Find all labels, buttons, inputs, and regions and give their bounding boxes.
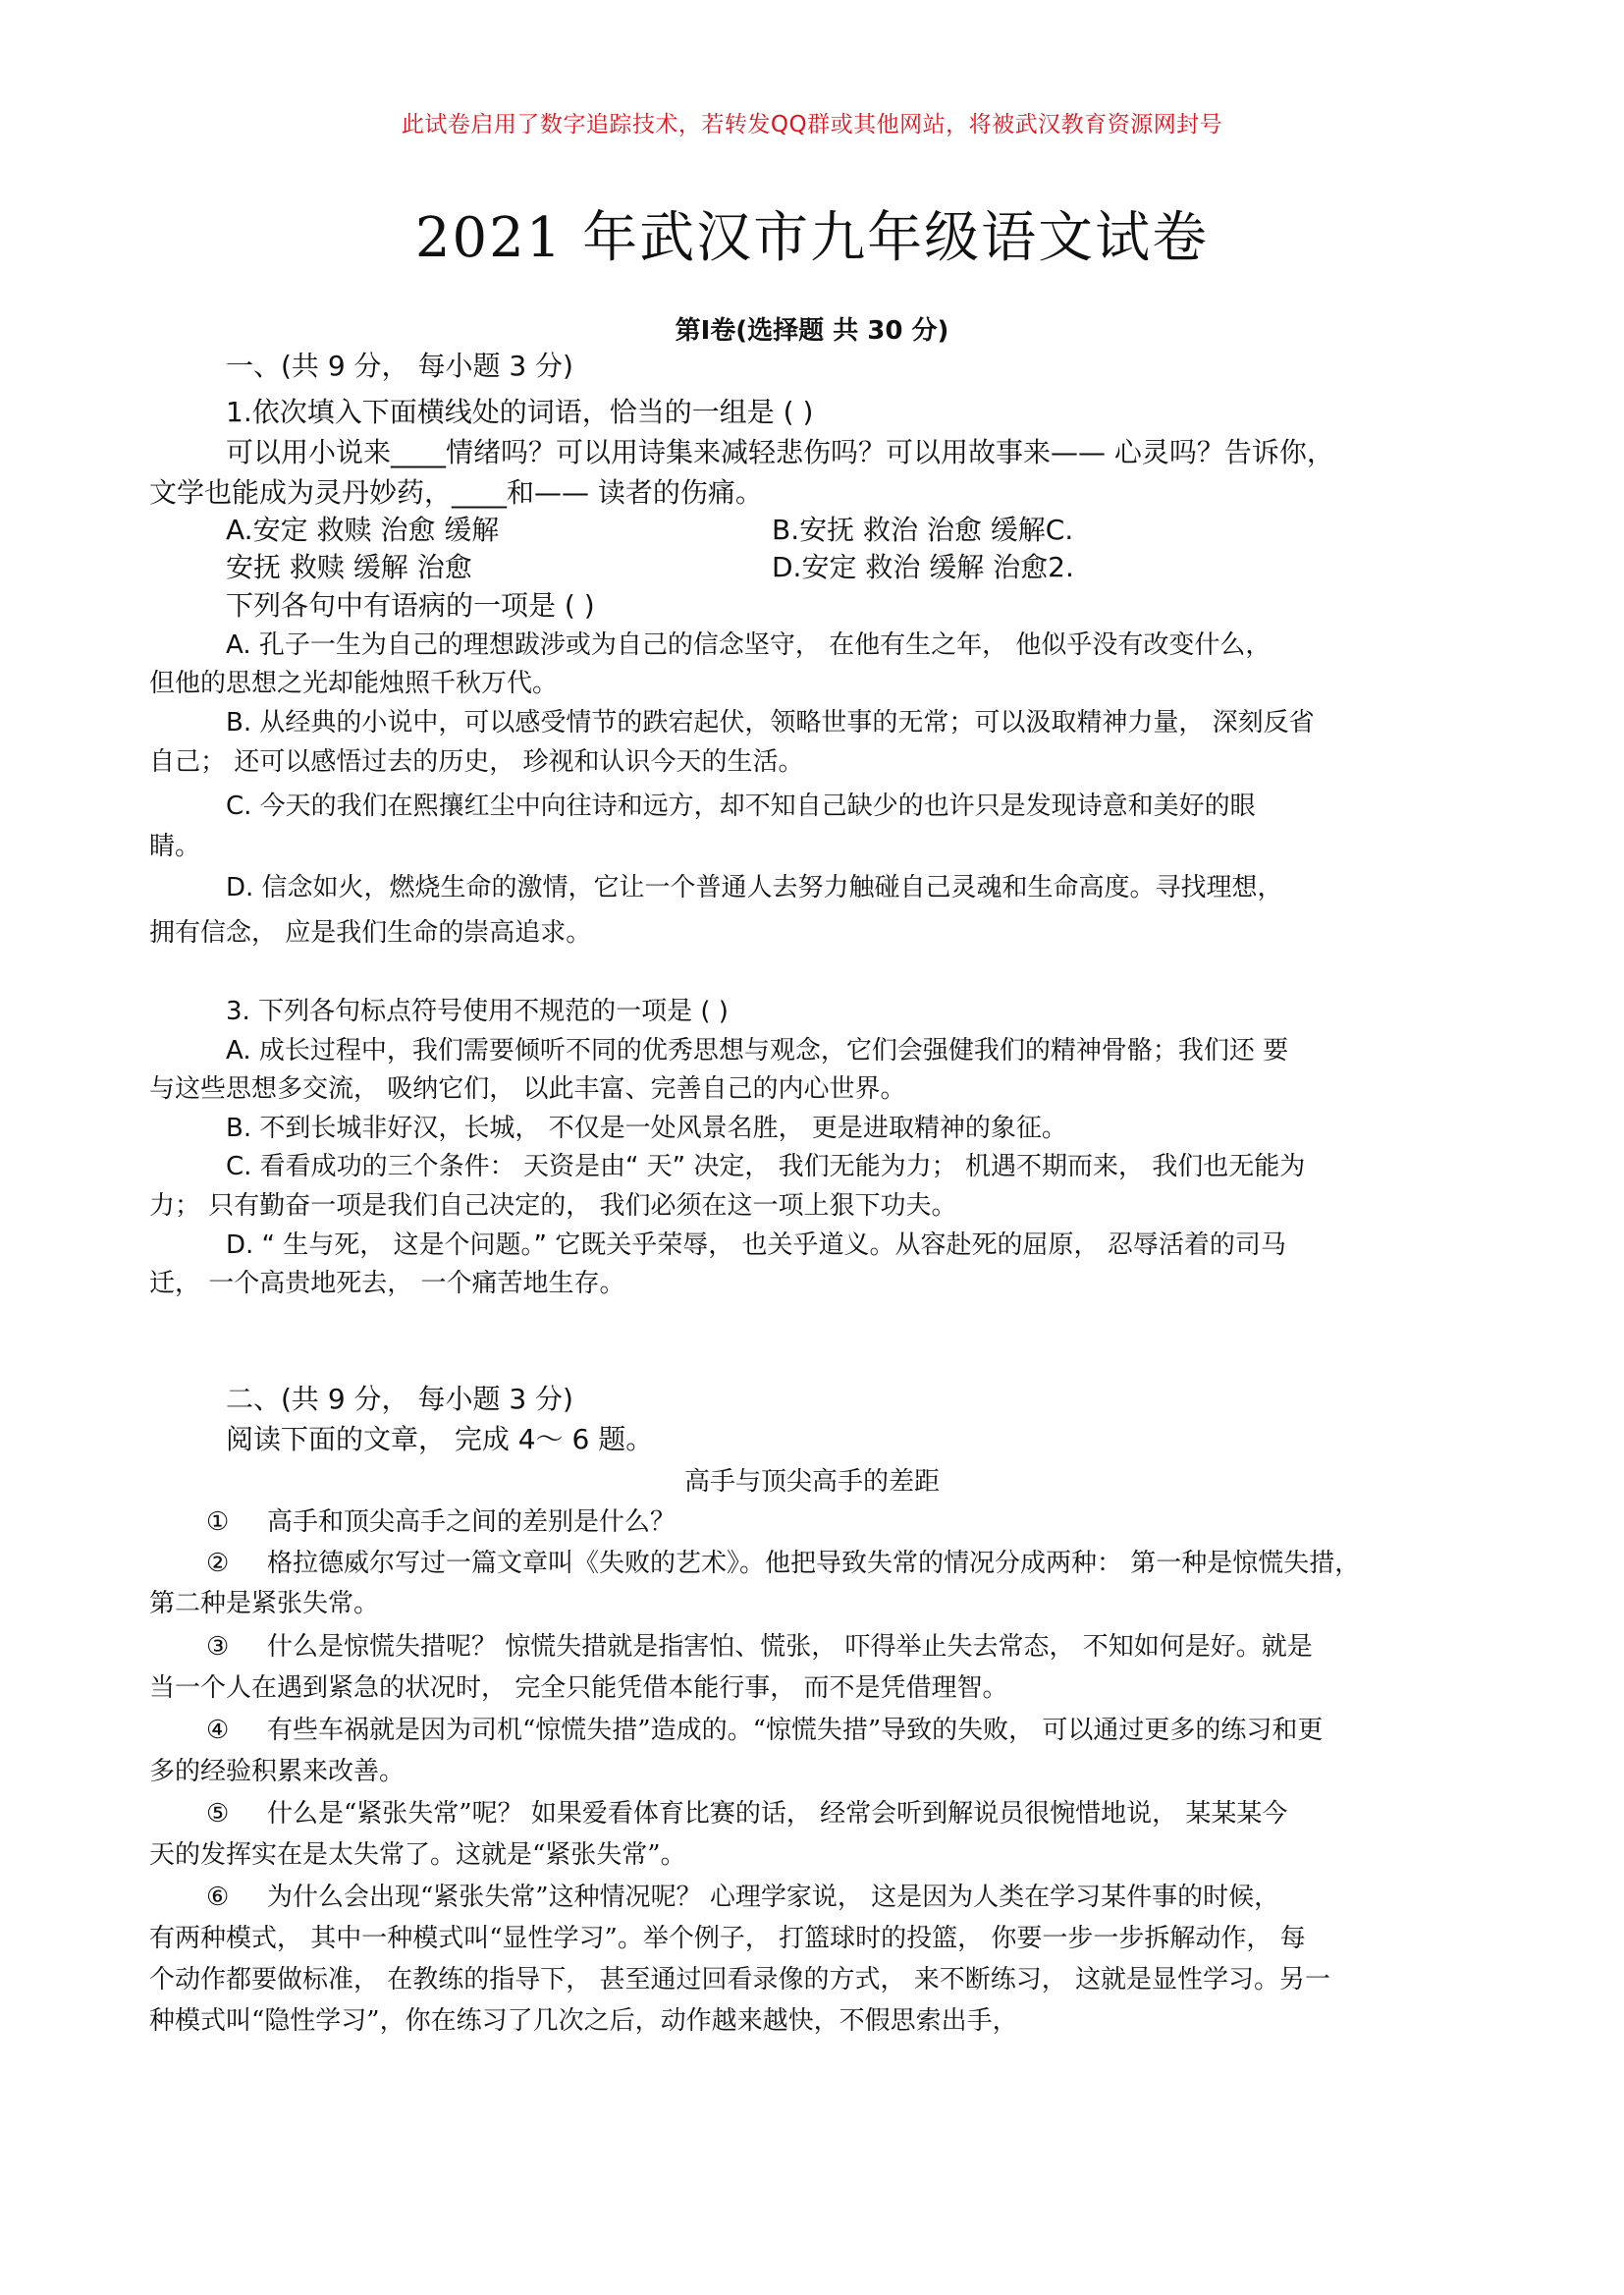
paragraph-number: ③ (206, 1632, 230, 1662)
q3-option-a: A. 成长过程中，我们需要倾听不同的优秀思想与观念，它们会强健我们的精神骨骼；我们还 要 (226, 1036, 1289, 1066)
q2-option-b-cont: 自己； 还可以感悟过去的历史， 珍视和认识今天的生活。 (149, 747, 804, 777)
q2-option-a-cont: 但他的思想之光却能烛照千秋万代。 (149, 669, 559, 698)
q3-stem: 3. 下列各句标点符号使用不规范的一项是 ( ) (226, 997, 729, 1026)
paragraph-line: 格拉德威尔写过一篇文章叫《失败的艺术》。他把导致失常的情况分成两种： 第一种是惊慌失措， (267, 1549, 1361, 1578)
q1-option-a: A.安定 救赎 治愈 缓解 (226, 514, 500, 546)
q1-option-d: D.安定 救治 缓解 治愈2. (772, 551, 1074, 583)
q1-option-c: 安抚 救赎 缓解 治愈 (226, 551, 472, 583)
q2-option-c: C. 今天的我们在熙攘红尘中向往诗和远方，却不知自己缺少的也许只是发现诗意和美好的眼 (226, 792, 1256, 821)
section2-instruction: 阅读下面的文章， 完成 4～ 6 题。 (226, 1423, 654, 1455)
paragraph-line: 为什么会出现“紧张失常”这种情况呢？ 心理学家说， 这是因为人类在学习某件事的时候， (267, 1883, 1280, 1912)
q3-option-a-cont: 与这些思想多交流， 吸纳它们， 以此丰富、完善自己的内心世界。 (149, 1074, 906, 1104)
part1-heading: 第Ⅰ卷(选择题 共 30 分) (675, 316, 949, 346)
q2-stem: 下列各句中有语病的一项是 ( ) (226, 589, 595, 622)
paragraph-line: 什么是“紧张失常”呢？ 如果爱看体育比赛的话， 经常会听到解说员很惋惜地说， 某某某今 (267, 1799, 1288, 1829)
paragraph-line: 多的经验积累来改善。 (149, 1757, 406, 1786)
paragraph-number: ⑥ (206, 1883, 230, 1912)
paragraph-line: 第二种是紧张失常。 (149, 1589, 380, 1618)
q3-option-d-cont: 迁， 一个高贵地死去， 一个痛苦地生存。 (149, 1269, 625, 1298)
paragraph-line: 天的发挥实在是太失常了。这就是“紧张失常”。 (149, 1840, 686, 1870)
paragraph-line: 高手和顶尖高手之间的差别是什么？ (267, 1507, 677, 1537)
section1-heading: 一、(共 9 分， 每小题 3 分) (226, 350, 573, 382)
tracking-notice: 此试卷启用了数字追踪技术，若转发QQ群或其他网站，将被武汉教育资源网封号 (401, 112, 1223, 137)
q2-option-a: A. 孔子一生为自己的理想跋涉或为自己的信念坚守， 在他有生之年， 他似乎没有改变什么， (226, 630, 1272, 660)
q1-passage-line: 可以用小说来____情绪吗？可以用诗集来减轻悲伤吗？可以用故事来—— 心灵吗？告诉你， (226, 436, 1334, 468)
paragraph-line: 有两种模式， 其中一种模式叫“显性学习”。举个例子， 打篮球时的投篮， 你要一步一步拆解动作， 每 (149, 1924, 1306, 1953)
q3-option-c-cont: 力； 只有勤奋一项是我们自己决定的， 我们必须在这一项上狠下功夫。 (149, 1191, 957, 1221)
q2-option-d-cont: 拥有信念， 应是我们生命的崇高追求。 (149, 918, 592, 948)
paragraph-number: ④ (206, 1716, 230, 1745)
paragraph-line: 有些车祸就是因为司机“惊慌失措”造成的。“惊慌失措”导致的失败， 可以通过更多的练习和更 (267, 1716, 1324, 1745)
article-title: 高手与顶尖高手的差距 (683, 1467, 940, 1497)
q2-option-d: D. 信念如火，燃烧生命的激情，它让一个普通人去努力触碰自己灵魂和生命高度。寻找理想， (226, 873, 1283, 902)
q2-option-b: B. 从经典的小说中，可以感受情节的跌宕起伏，领略世事的无常；可以汲取精神力量， 深刻反省 (226, 708, 1315, 738)
q1-option-b: B.安抚 救治 治愈 缓解C. (772, 514, 1074, 546)
paragraph-number: ⑤ (206, 1799, 230, 1829)
q3-option-c: C. 看看成功的三个条件： 天资是由“ 天” 决定， 我们无能为力； 机遇不期而来， 我们也无能为 (226, 1152, 1306, 1181)
page-title: 2021 年武汉市九年级语文试卷 (414, 206, 1210, 270)
paragraph-line: 当一个人在遇到紧急的状况时， 完全只能凭借本能行事， 而不是凭借理智。 (149, 1673, 1008, 1703)
q3-option-d: D. “ 生与死， 这是个问题。” 它既关乎荣辱， 也关乎道义。从容赴死的屈原， 忍辱活着的司马 (226, 1230, 1286, 1260)
paragraph-line: 种模式叫“隐性学习”，你在练习了几次之后，动作越来越快，不假思索出手， (149, 2006, 1018, 2036)
q1-stem: 1.依次填入下面横线处的词语，恰当的一组是 ( ) (226, 396, 814, 428)
section2-heading: 二、(共 9 分， 每小题 3 分) (226, 1383, 573, 1415)
q2-option-c-cont: 睛。 (149, 832, 201, 861)
q1-passage-line: 文学也能成为灵丹妙药，____和—— 读者的伤痛。 (149, 476, 763, 509)
q3-option-b: B. 不到长城非好汉，长城， 不仅是一处风景名胜， 更是进取精神的象征。 (226, 1114, 1067, 1143)
paragraph-number: ① (206, 1507, 230, 1537)
paragraph-line: 什么是惊慌失措呢？ 惊慌失措就是指害怕、慌张， 吓得举止失去常态， 不知如何是好。就是 (267, 1632, 1313, 1662)
paragraph-line: 个动作都要做标准， 在教练的指导下， 甚至通过回看录像的方式， 来不断练习， 这就是显性学习。另一 (149, 1965, 1331, 1994)
paragraph-number: ② (206, 1549, 230, 1578)
